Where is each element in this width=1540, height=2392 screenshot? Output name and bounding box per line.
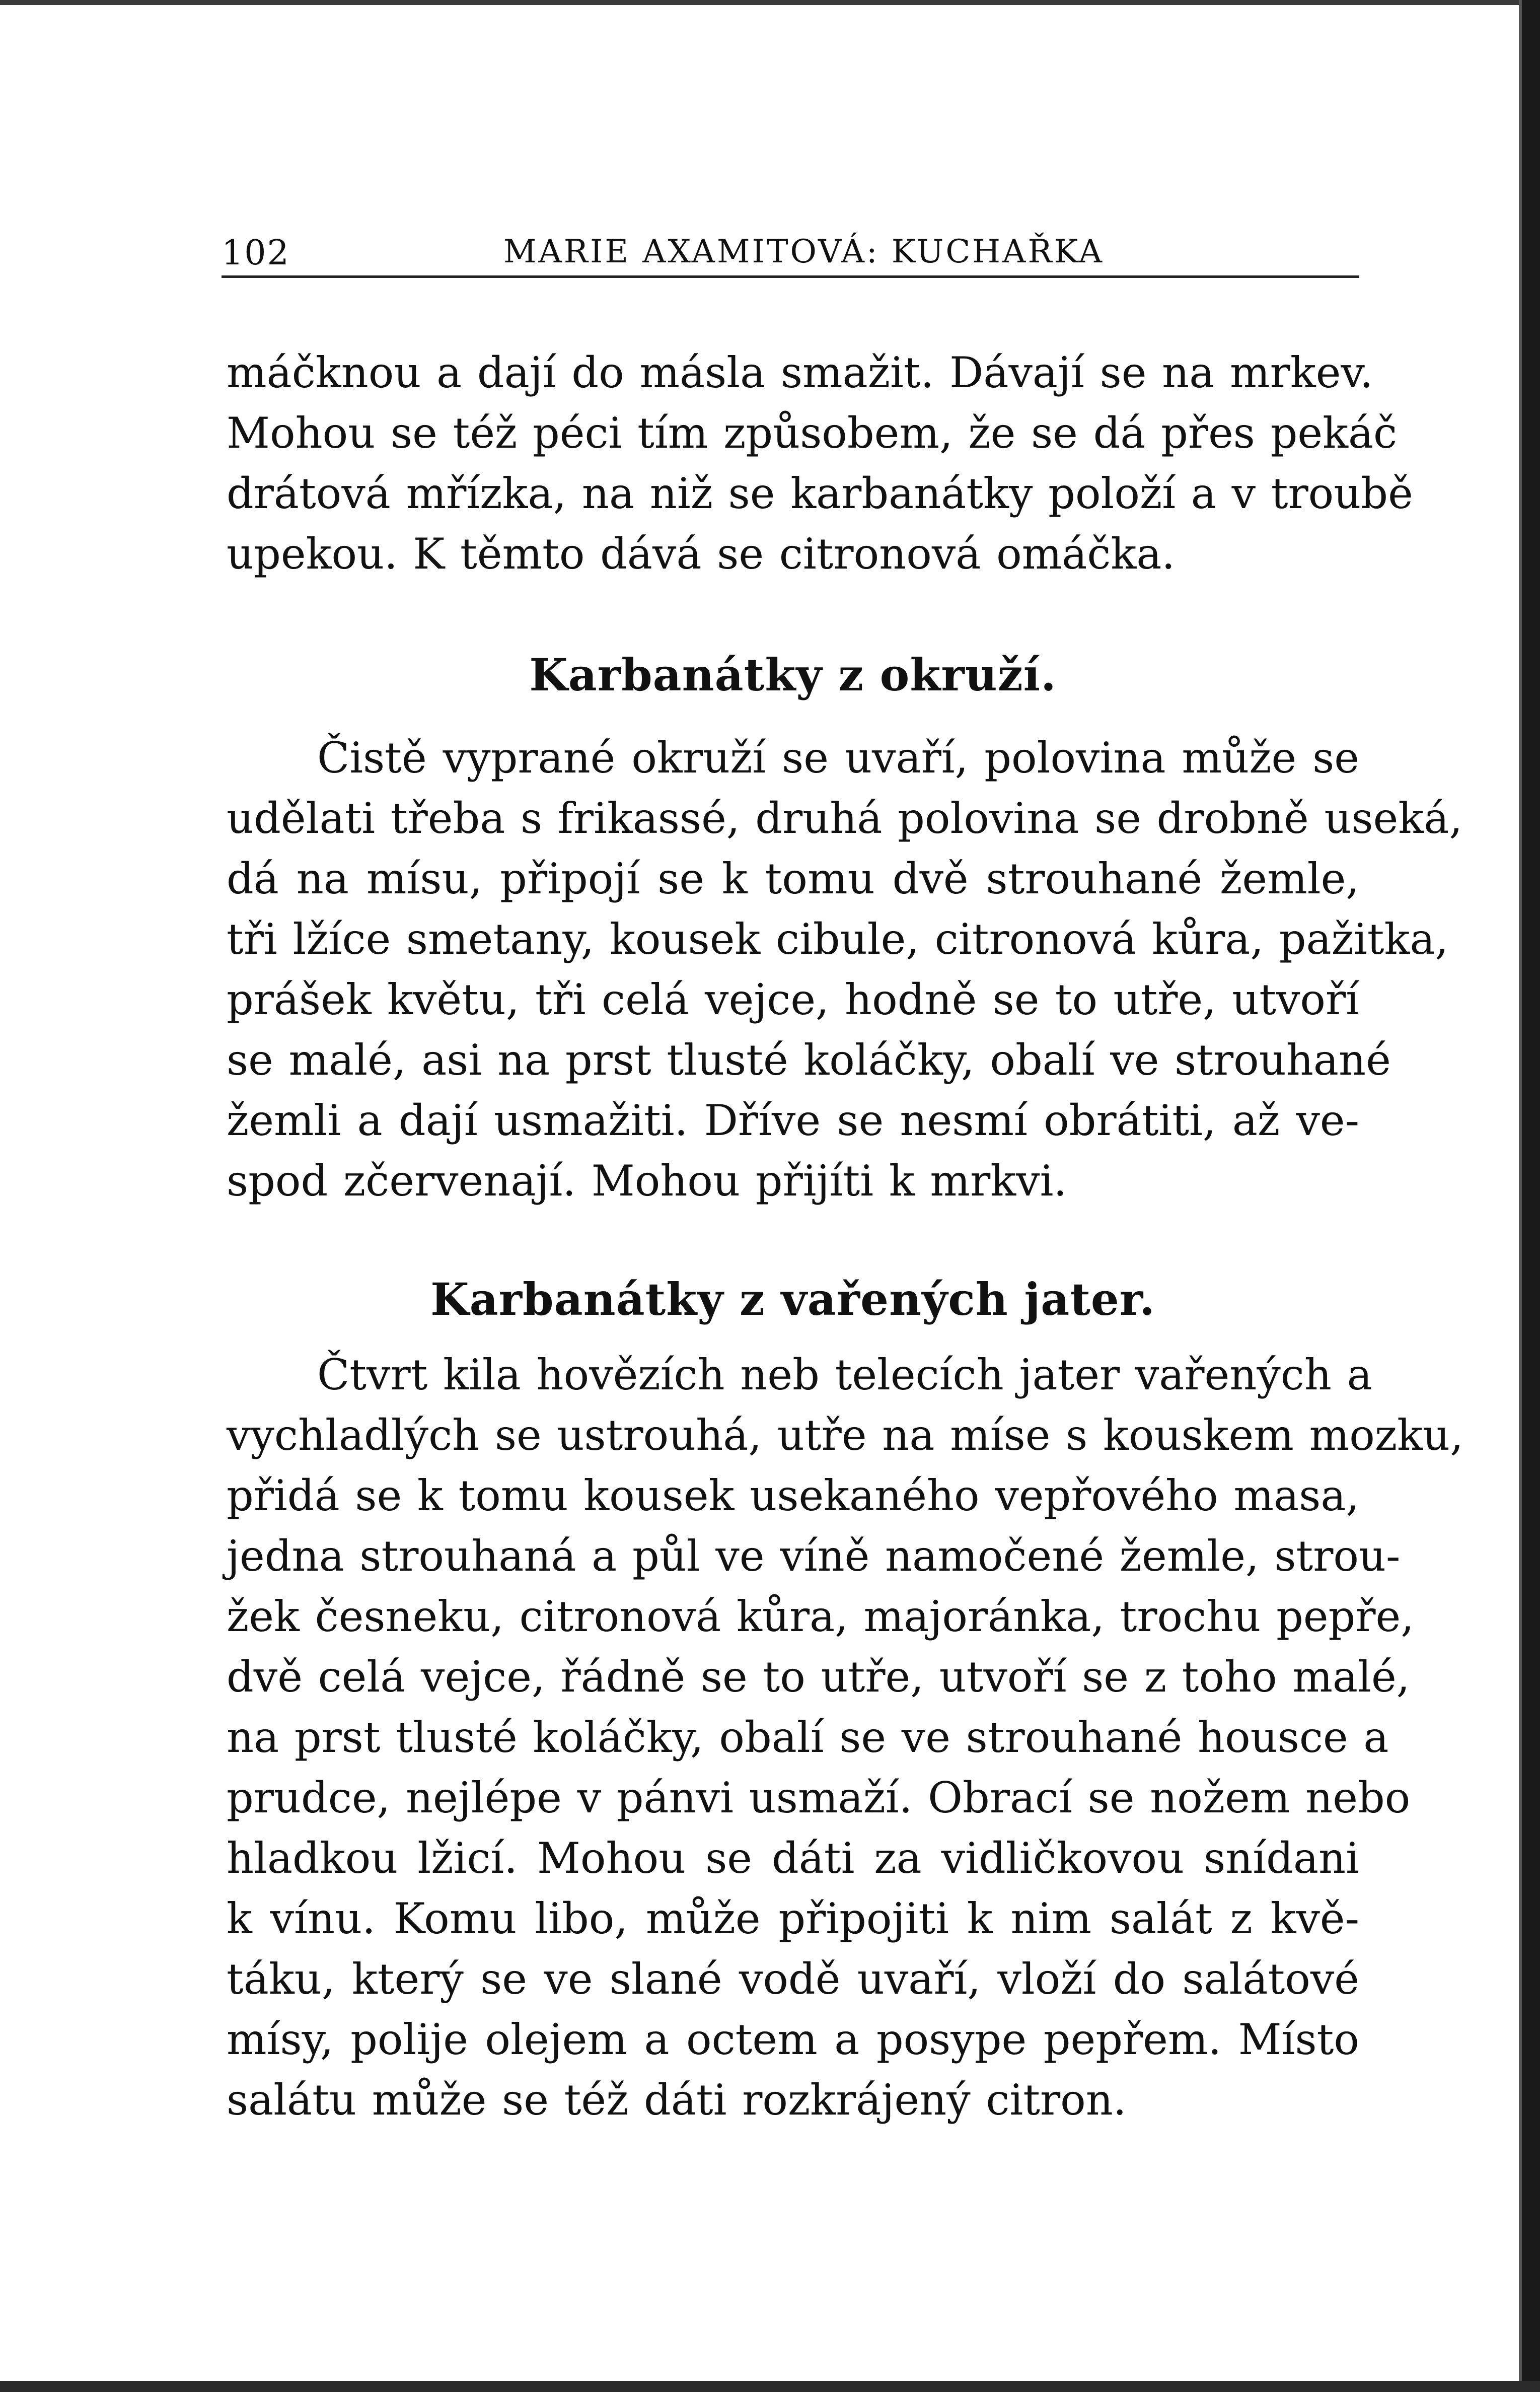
page-number: 102 [222, 233, 290, 273]
running-title: MARIE AXAMITOVÁ: KUCHAŘKA [503, 233, 1104, 270]
text-line: hladkou lžicí. Mohou se dáti za vidličkovou snídani [227, 1834, 1359, 1883]
text-line: drátová mřízka, na niž se karbanátky položí a v troubě [227, 469, 1413, 518]
section-jater-paragraph [227, 1345, 1463, 2130]
running-header [222, 229, 1359, 278]
text-line: Čtvrt kila hovězích neb telecích jater vařených a [317, 1350, 1372, 1399]
text-line: dá na mísu, připojí se k tomu dvě strouhané žemle, [227, 854, 1359, 903]
text-line: tři lžíce smetany, kousek cibule, citronová kůra, pažitka, [227, 914, 1449, 964]
scan-edge-bottom [0, 2381, 1540, 2392]
scan-edge-right [1522, 0, 1540, 2392]
text-line: vychladlých se ustrouhá, utře na míse s kouskem mozku, [227, 1411, 1463, 1460]
text-line: na prst tlusté koláčky, obalí se ve strouhané housce a [227, 1713, 1389, 1762]
section-okruzi-paragraph [227, 728, 1463, 1211]
text-line: udělati třeba s frikassé, druhá polovina se drobně useká, [227, 794, 1463, 843]
section-heading-okruzi: Karbanátky z okruží. [529, 649, 1057, 701]
scan-edge-top [0, 0, 1540, 5]
intro-paragraph [227, 342, 1413, 584]
text-line: prudce, nejlépe v pánvi usmaží. Obrací se nožem nebo [227, 1773, 1411, 1822]
text-line: k vínu. Komu libo, může připojiti k nim salát z kvě- [227, 1894, 1359, 1943]
text-line: salátu může se též dáti rozkrájený citron. [227, 2075, 1127, 2125]
text-line: máčknou a dají do másla smažit. Dávají se na mrkev. [227, 348, 1373, 397]
text-line: Čistě vyprané okruží se uvaří, polovina může se [317, 733, 1359, 783]
text-line: prášek květu, tři celá vejce, hodně se to utře, utvoří [227, 975, 1359, 1024]
text-line: upekou. K těmto dává se citronová omáčka. [227, 529, 1176, 579]
section-heading-jater: Karbanátky z vařených jater. [430, 1273, 1155, 1325]
text-line: spod zčervenají. Mohou přijíti k mrkvi. [227, 1156, 1067, 1206]
text-line: táku, který se ve slané vodě uvaří, vloží do salátové [227, 1954, 1359, 2004]
text-line: Mohou se též péci tím způsobem, že se dá přes pekáč [227, 408, 1398, 458]
text-line: jedna strouhaná a půl ve víně namočené žemle, strou- [227, 1531, 1401, 1581]
text-line: žek česneku, citronová kůra, majoránka, trochu pepře, [227, 1592, 1414, 1641]
text-line: přidá se k tomu kousek usekaného vepřového masa, [227, 1471, 1360, 1520]
text-line: dvě celá vejce, řádně se to utře, utvoří se z toho malé, [227, 1652, 1410, 1702]
text-line: žemli a dají usmažiti. Dříve se nesmí obrátiti, až ve- [227, 1096, 1359, 1145]
text-line: se malé, asi na prst tlusté koláčky, obalí ve strouhané [227, 1035, 1391, 1085]
text-line: mísy, polije olejem a octem a posype pepřem. Místo [227, 2015, 1359, 2064]
